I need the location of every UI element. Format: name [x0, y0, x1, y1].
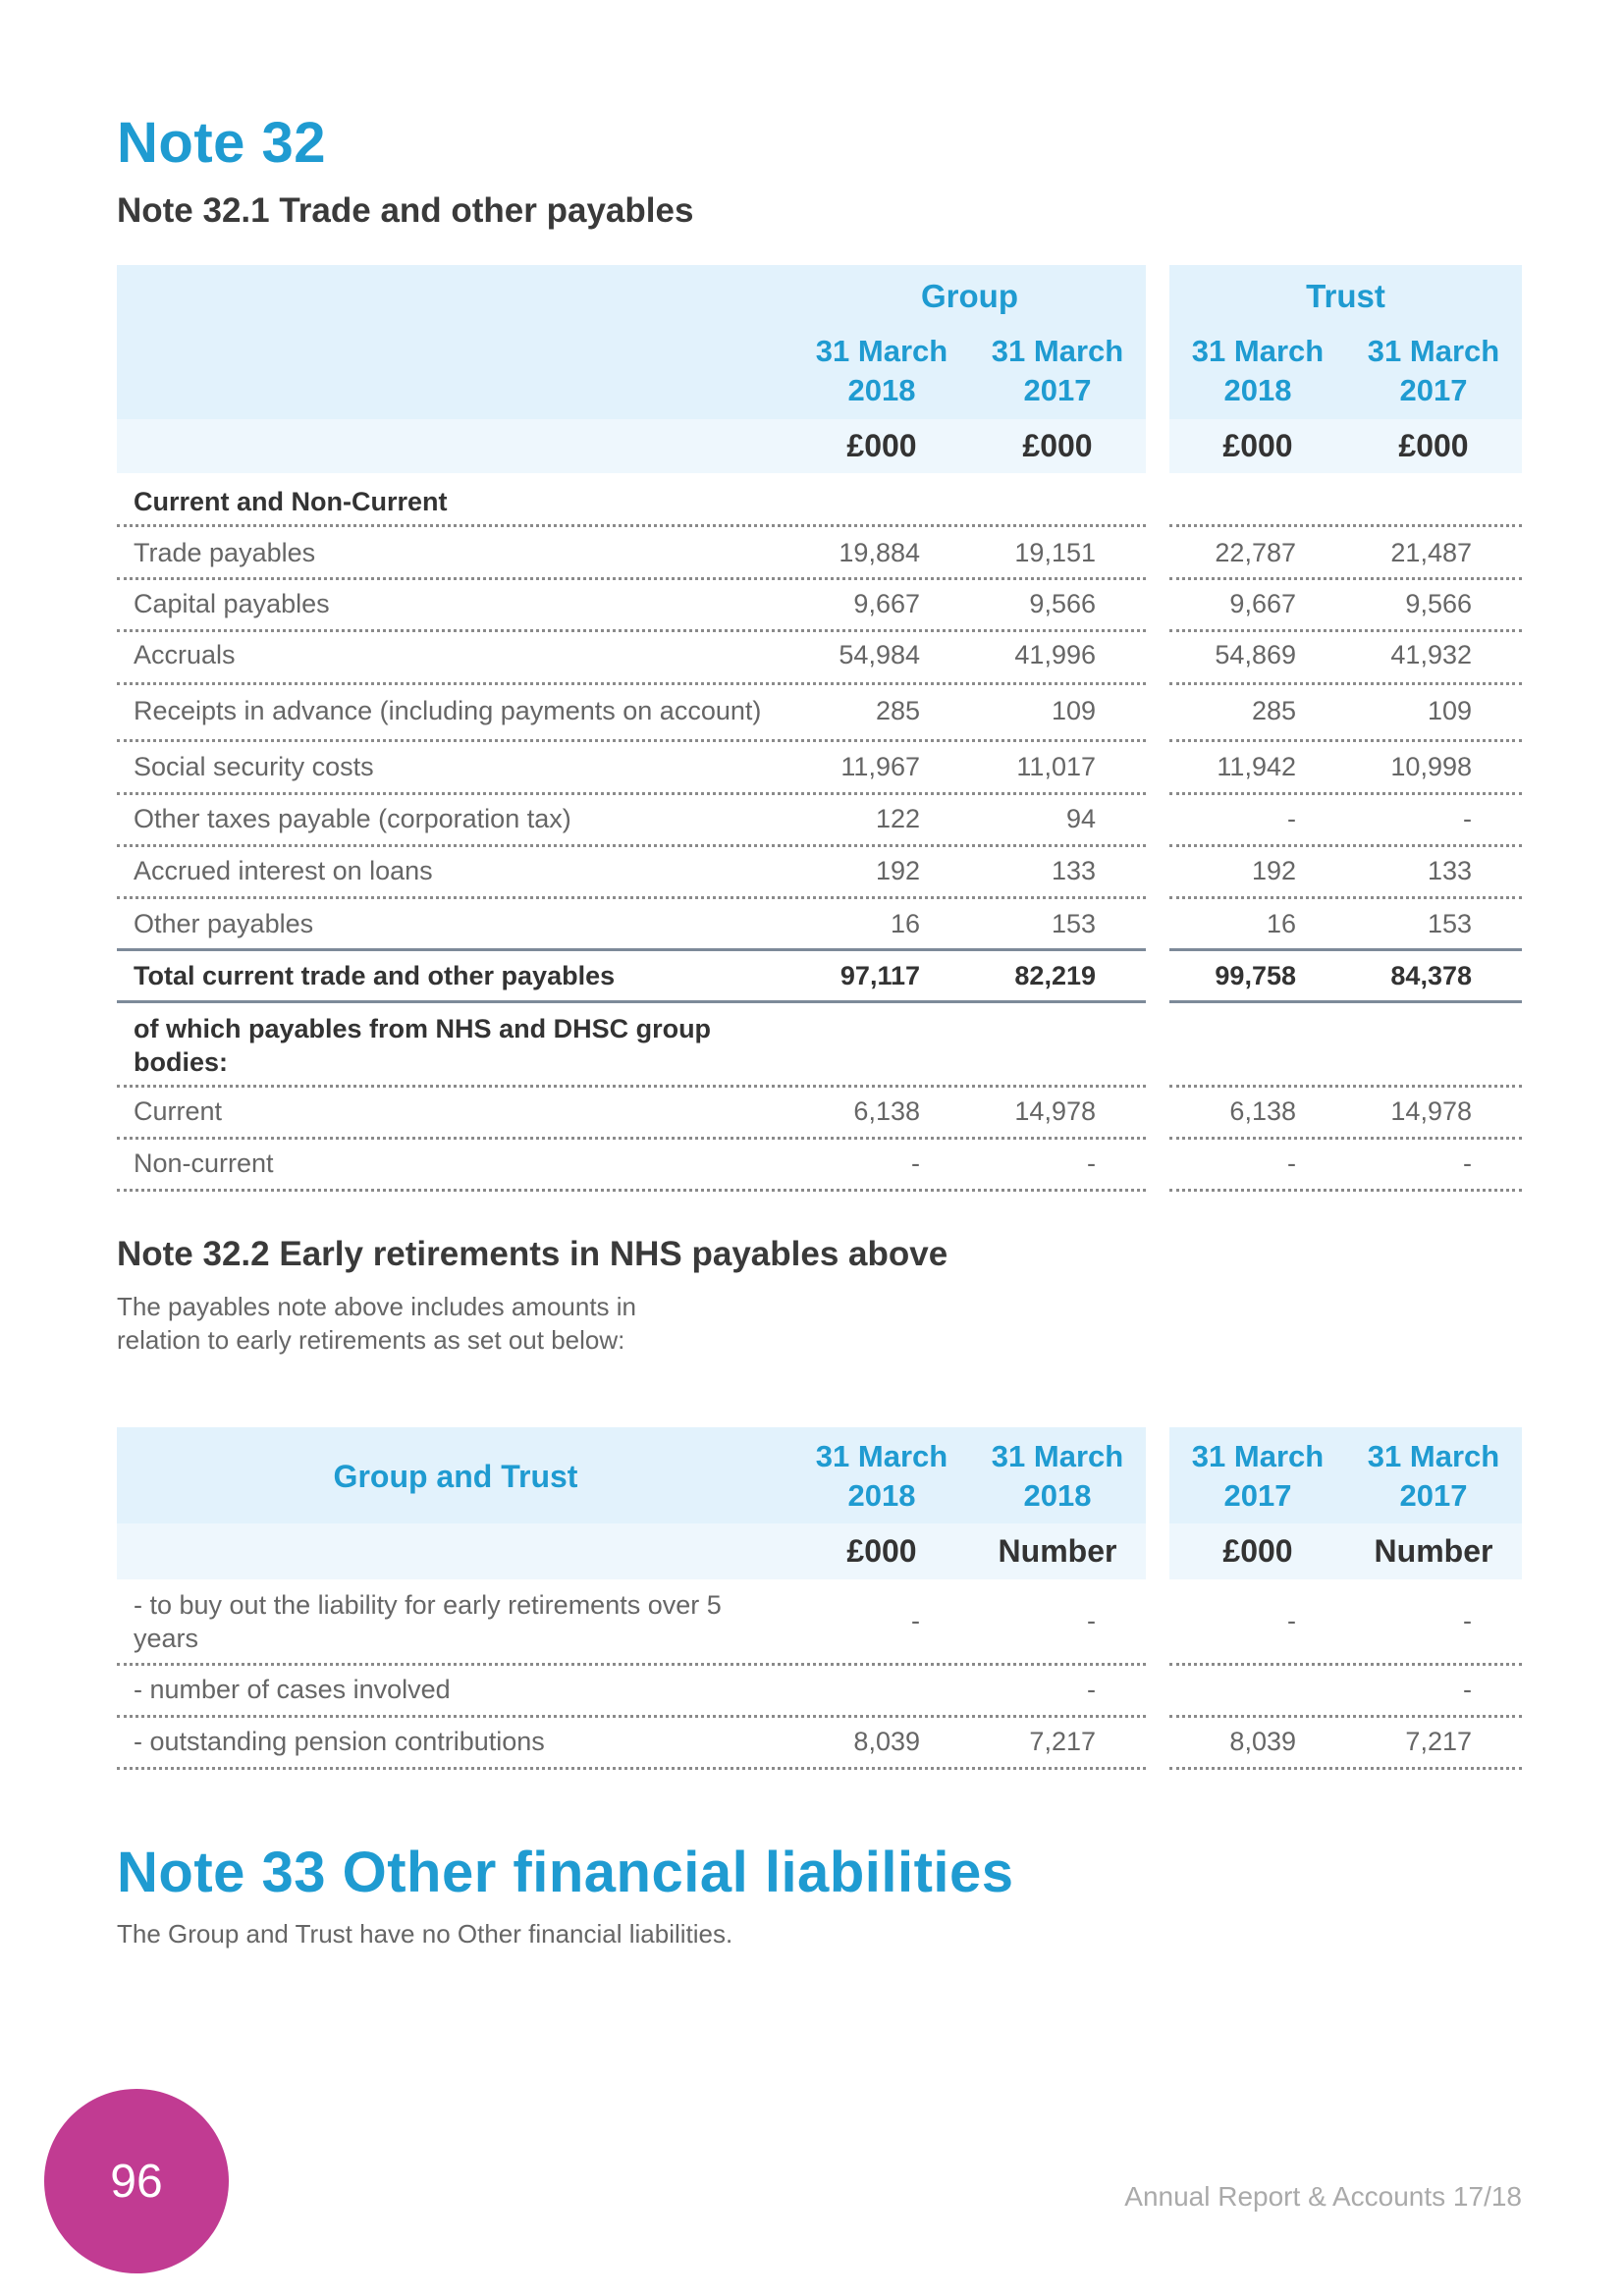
note-32-1-heading: Note 32.1 Trade and other payables — [117, 191, 694, 230]
col-head: 31 March 2017 — [1367, 334, 1500, 407]
group-trust-header: Group and Trust — [333, 1459, 578, 1494]
col-head: 31 March 2018 — [991, 1439, 1124, 1513]
payables-table: Group Trust 31 March 2018 31 March 2017 31 March 2018 31 March 2017 £000 £000 £000 £000 Current and Non-Current Trade payables 19,884 19,151 22,787 21,487 Capital payables 9,667 9,566 9,667 9,566 Accruals 54,984 41,996 54,869 41,932 Receipts in advance (including payments on account) 285 109 285 109 Social security costs 11,967 11,017 11,942 10,998 Other taxes payable (corporation tax) 122 94 - - Accrued interest on loans 192 133 192 133 Other payables 16 153 16 153 Total current trade and other payables 97,117 82,219 99,758 84,378 of which payables from NHS and DHSC group bodies: Current 6,138 14,978 6,138 14,978 Non-current - - - - — [117, 265, 1522, 1198]
section-label: Current and Non-Current — [134, 487, 448, 516]
unit-label: Number — [998, 1533, 1117, 1569]
group-header: Group — [921, 278, 1018, 314]
trust-header: Trust — [1306, 278, 1385, 314]
note-33-title: Note 33 Other financial liabilities — [117, 1841, 1014, 1904]
unit-label: £000 — [846, 428, 917, 463]
footer-title: Annual Report & Accounts 17/18 — [1124, 2181, 1522, 2212]
unit-label: £000 — [1022, 428, 1093, 463]
unit-label: £000 — [1398, 428, 1469, 463]
section-label: of which payables from NHS and DHSC group bodies: — [134, 1014, 712, 1077]
col-head: 31 March 2017 — [1191, 1439, 1325, 1513]
unit-label: Number — [1374, 1533, 1493, 1569]
page-number-badge: 96 — [44, 2089, 229, 2273]
col-head: 31 March 2017 — [991, 334, 1124, 407]
col-head: 31 March 2018 — [1191, 334, 1325, 407]
early-retirements-table: Group and Trust 31 March 2018 31 March 2018 31 March 2017 31 March 2017 £000 Number £000 Number - to buy out the liability for early retirements over 5 years - - - - - number of cases involved - - - outstanding pension contributions 8,039 7,217 8,039 7,217 — [117, 1427, 1522, 1781]
note-32-2-heading: Note 32.2 Early retirements in NHS payables above — [117, 1235, 948, 1273]
col-head: 31 March 2017 — [1367, 1439, 1500, 1513]
note-32-2-intro: The payables note above includes amounts in relation to early retirements as set out below: — [117, 1292, 637, 1355]
unit-label: £000 — [1222, 1533, 1293, 1569]
unit-label: £000 — [846, 1533, 917, 1569]
col-head: 31 March 2018 — [815, 1439, 948, 1513]
col-head: 31 March 2018 — [815, 334, 948, 407]
unit-label: £000 — [1222, 428, 1293, 463]
note-32-title: Note 32 — [117, 111, 327, 175]
note-33-text: The Group and Trust have no Other financial liabilities. — [117, 1919, 733, 1949]
